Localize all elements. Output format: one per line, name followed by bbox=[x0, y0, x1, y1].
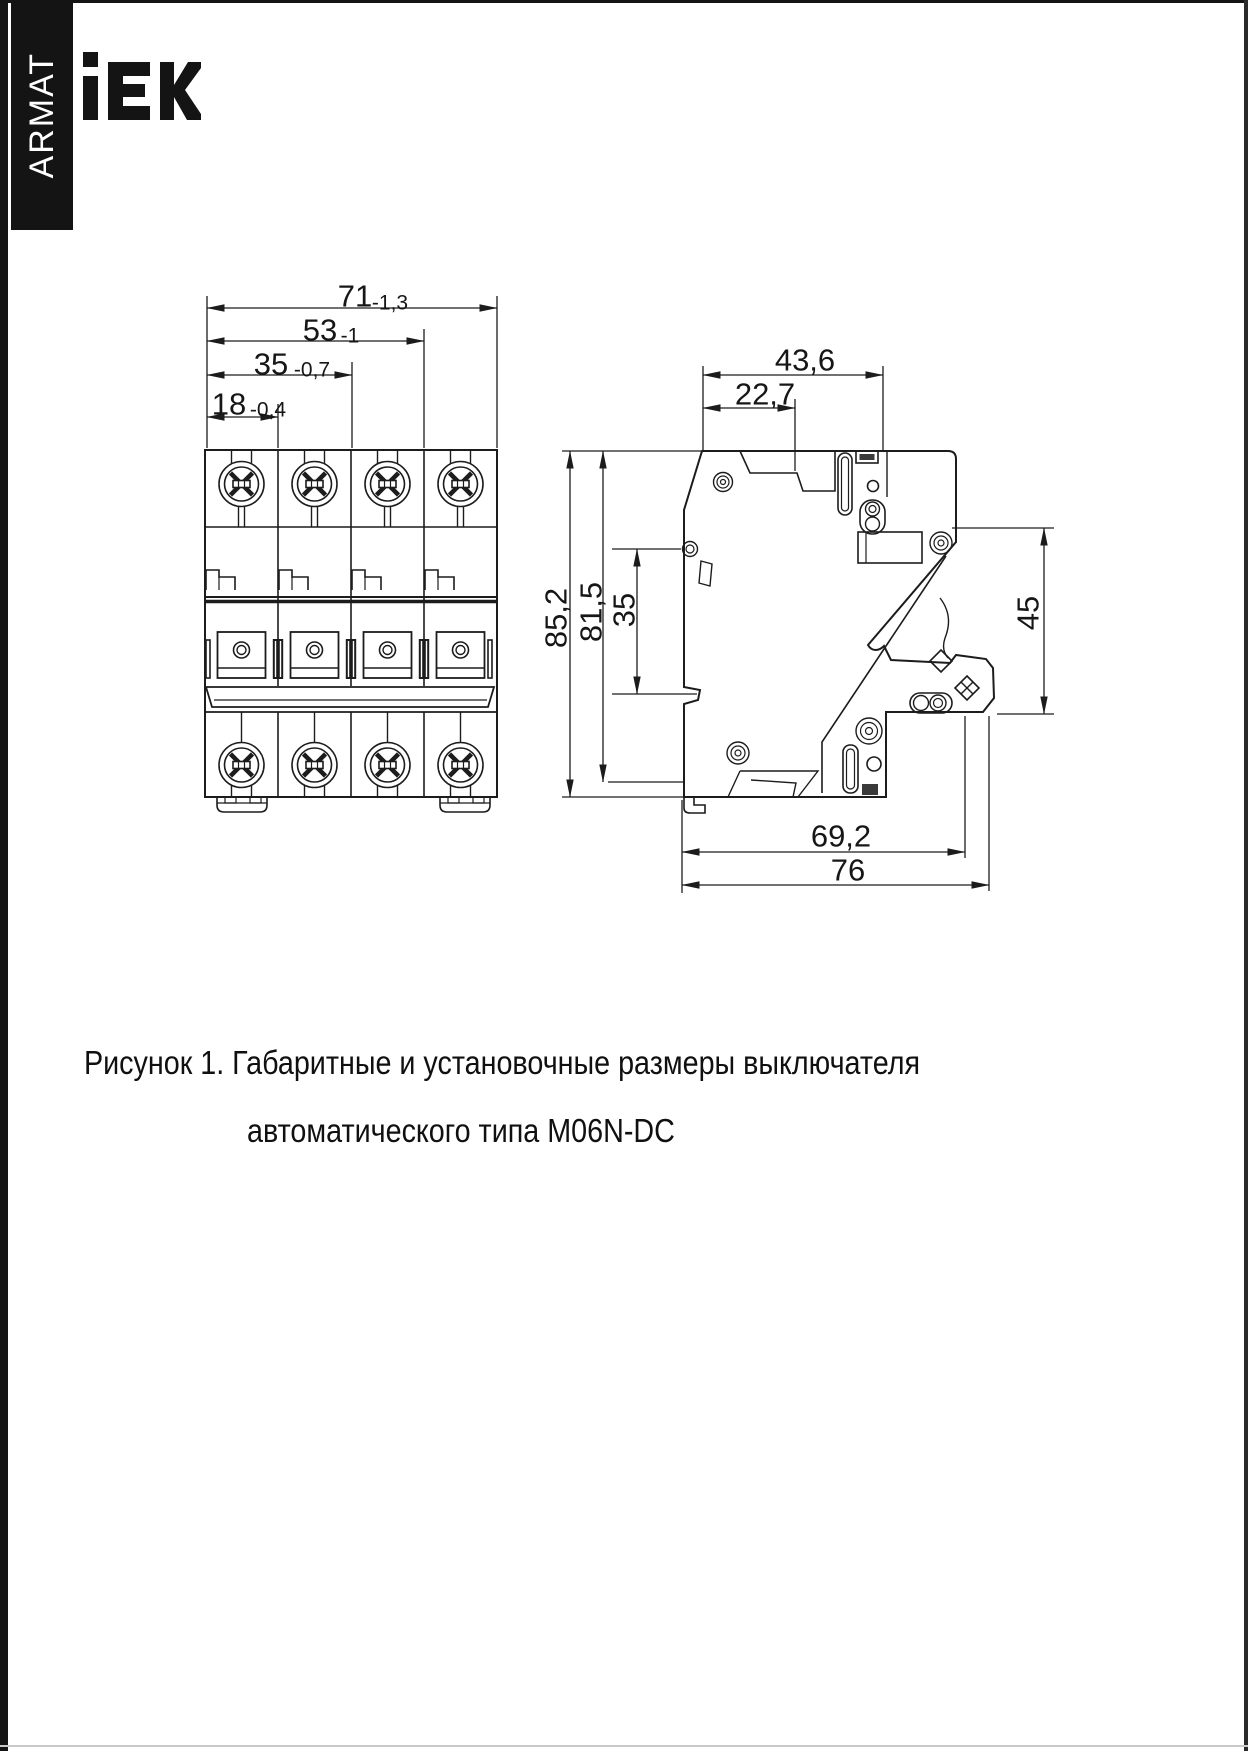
armat-brand-text: ARMAT bbox=[22, 51, 61, 179]
front-view-dimension-lines bbox=[207, 296, 497, 448]
dim-tolerance-53: -1 bbox=[340, 324, 360, 348]
iek-logo bbox=[83, 52, 203, 122]
page-border-top bbox=[0, 0, 1248, 3]
dim-label-45: 45 bbox=[1010, 595, 1046, 631]
dim-label-22-7: 22,7 bbox=[734, 376, 796, 412]
dim-label-43-6: 43,6 bbox=[774, 342, 836, 378]
dim-label-71: 71 bbox=[337, 278, 373, 314]
front-view-drawing bbox=[205, 450, 497, 812]
dim-label-81-5: 81,5 bbox=[573, 581, 609, 643]
dim-tolerance-71: -1,3 bbox=[371, 291, 409, 315]
dim-label-53: 53 bbox=[302, 312, 338, 348]
figure-caption-line1: Рисунок 1. Габаритные и установочные размеры выключателя bbox=[84, 1044, 921, 1081]
dim-label-69-2: 69,2 bbox=[810, 818, 872, 854]
side-view-dimension-lines bbox=[562, 366, 1054, 893]
page-border-bottom bbox=[0, 1745, 1248, 1747]
dim-label-85-2: 85,2 bbox=[538, 587, 574, 649]
dim-label-35-side: 35 bbox=[606, 592, 642, 628]
figure-caption-line2: автоматического типа M06N-DC bbox=[247, 1112, 675, 1149]
dim-label-35-front: 35 bbox=[253, 346, 289, 382]
dim-label-18: 18 bbox=[211, 386, 247, 422]
side-view-drawing bbox=[683, 451, 995, 813]
page-border-right bbox=[1244, 0, 1248, 1751]
dim-label-76: 76 bbox=[830, 852, 866, 888]
dim-tolerance-35-front: -0,7 bbox=[293, 358, 331, 382]
armat-brand-banner bbox=[11, 0, 73, 230]
page-border-left bbox=[0, 0, 8, 1751]
dim-tolerance-18: -0,4 bbox=[249, 398, 287, 422]
